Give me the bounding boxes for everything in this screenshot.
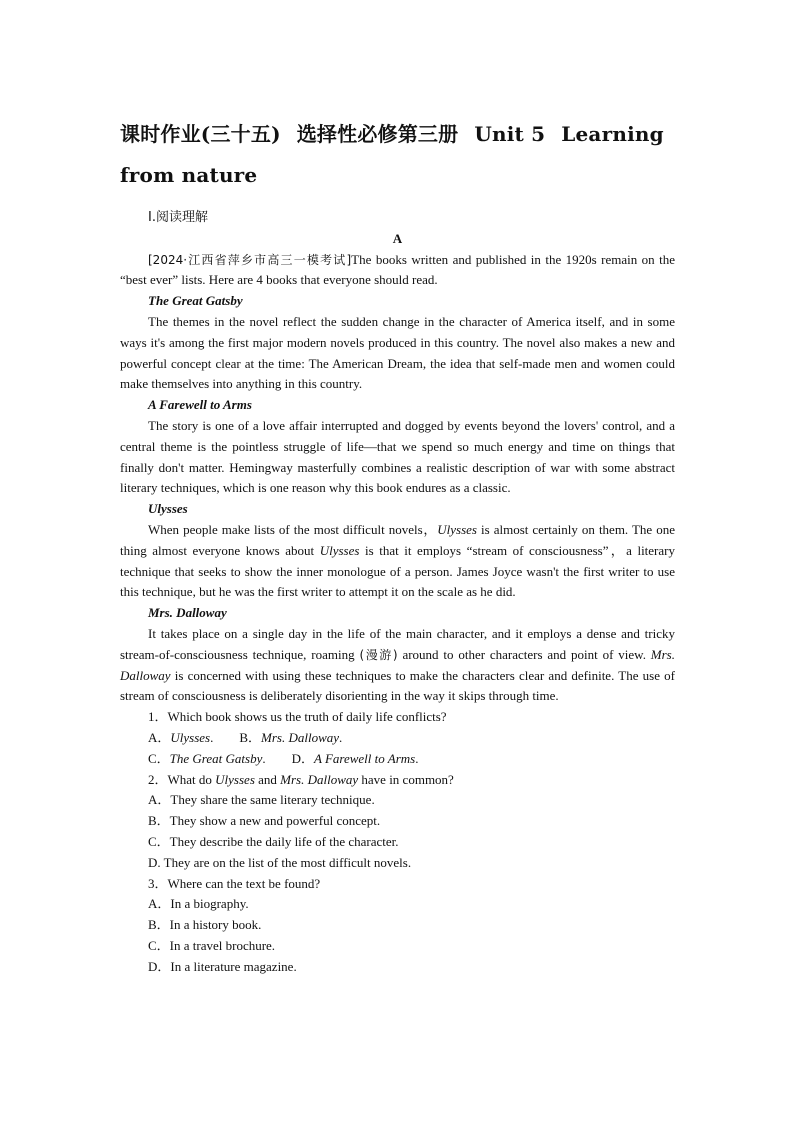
book-paragraph-dalloway — [120, 624, 675, 707]
title-part-4: Learning — [561, 122, 664, 146]
italic-title: Mrs. Dalloway — [280, 771, 359, 787]
option-label: D． — [291, 750, 314, 766]
question-2-option-a: A．They share the same literary technique. — [148, 792, 375, 808]
question-2-option-b: B．They show a new and powerful concept. — [148, 813, 381, 829]
book-title-gatsby: The Great Gatsby — [148, 293, 243, 309]
option-d: A Farewell to Arms — [314, 750, 416, 766]
text-segment: It takes place on a single day in the life of the main character, and it employs a dense and tricky stream-of-consciousness technique, roaming — [120, 625, 675, 662]
question-2-option-c: C．They describe the daily life of the character. — [148, 833, 399, 849]
book-paragraph-gatsby: The themes in the novel reflect the sudden change in the character of America itself, and in some ways it's among the first major modern novels produced in this country. The novel also makes a new and powerful concept clear at the time: The American Dream, the idea that self-made men and women could make themselves into anything in this country. — [120, 313, 675, 392]
intro-text: The books written and published in the 1920s remain on the “best ever” lists. Here are 4 books that everyone should read. — [120, 251, 675, 288]
question-3-stem: 3．Where can the text be found? — [148, 875, 321, 891]
title-line-2: from nature — [120, 163, 258, 187]
italic-title: Mrs. Dalloway — [120, 646, 675, 683]
passage-letter: A — [392, 230, 403, 246]
text-segment: When people make lists of the most difficult novels， — [148, 521, 438, 537]
question-3-option-a: A．In a biography. — [148, 896, 249, 912]
option-a: Ulysses — [170, 729, 211, 745]
question-1-options-cd: C．The Great Gatsby. D．A Farewell to Arms. — [148, 750, 419, 766]
text-segment: is concerned with using these techniques to make the characters clear and definite. The use of stream of consciousness is deliberately disorienting in the way it skips through time. — [120, 667, 675, 704]
text-segment: and — [254, 771, 281, 787]
text-segment: have in common? — [358, 771, 454, 787]
chinese-gloss: (漫游) — [359, 647, 398, 662]
option-label: A． — [148, 729, 171, 745]
italic-title: Ulysses — [215, 771, 255, 787]
question-3-option-b: B．In a history book. — [148, 917, 262, 933]
page-title — [120, 114, 675, 196]
section-label: Ⅰ.阅读理解 — [148, 210, 208, 225]
question-2-option-d: D. They are on the list of the most difficult novels. — [148, 854, 412, 870]
book-paragraph-ulysses — [120, 520, 675, 603]
question-1-stem: 1．Which book shows us the truth of daily life conflicts? — [148, 709, 447, 725]
question-3-option-d: D．In a literature magazine. — [148, 958, 297, 974]
source-tag: [2024·江西省萍乡市高三一模考试] — [148, 252, 352, 267]
option-c: The Great Gatsby — [169, 750, 263, 766]
title-part-3: Unit 5 — [474, 122, 546, 146]
book-title-farewell: A Farewell to Arms — [148, 397, 252, 413]
text-segment: is almost certainly on them. The one thing almost everyone knows about — [120, 521, 675, 558]
question-3-option-c: C．In a travel brochure. — [148, 937, 276, 953]
question-1-options-ab: A．Ulysses. B．Mrs. Dalloway. — [148, 729, 343, 745]
title-part-1: 课时作业(三十五) — [120, 122, 281, 146]
option-label: B． — [239, 729, 262, 745]
text-segment: around to other characters and point of view. — [397, 646, 651, 662]
option-label: C． — [148, 750, 170, 766]
book-title-dalloway: Mrs. Dalloway — [148, 605, 227, 621]
italic-title: Ulysses — [319, 542, 360, 558]
title-part-2: 选择性必修第三册 — [296, 122, 459, 146]
intro-paragraph — [120, 250, 675, 292]
book-paragraph-farewell: The story is one of a love affair interrupted and dogged by events beyond the lovers' control, and a central theme is the pointless struggle of life—that we spend so much energy and time on things that finally don't matter. Hemingway masterfully combines a realistic description of war with some abstract literary techniques, which is one reason why this book endures as a classic. — [120, 417, 675, 496]
text-segment: is that it employs “stream of consciousness”，a literary technique that seeks to show the inner monologue of a person. James Joyce wasn't the first writer to use this technique, but he was the first writer to attempt it on the scale as he did. — [120, 542, 675, 600]
question-2-stem — [120, 770, 675, 791]
option-b: Mrs. Dalloway — [261, 729, 340, 745]
text-segment: 2．What do — [148, 771, 216, 787]
document-page — [120, 114, 675, 977]
italic-title: Ulysses — [437, 521, 477, 537]
book-title-ulysses: Ulysses — [148, 501, 188, 517]
